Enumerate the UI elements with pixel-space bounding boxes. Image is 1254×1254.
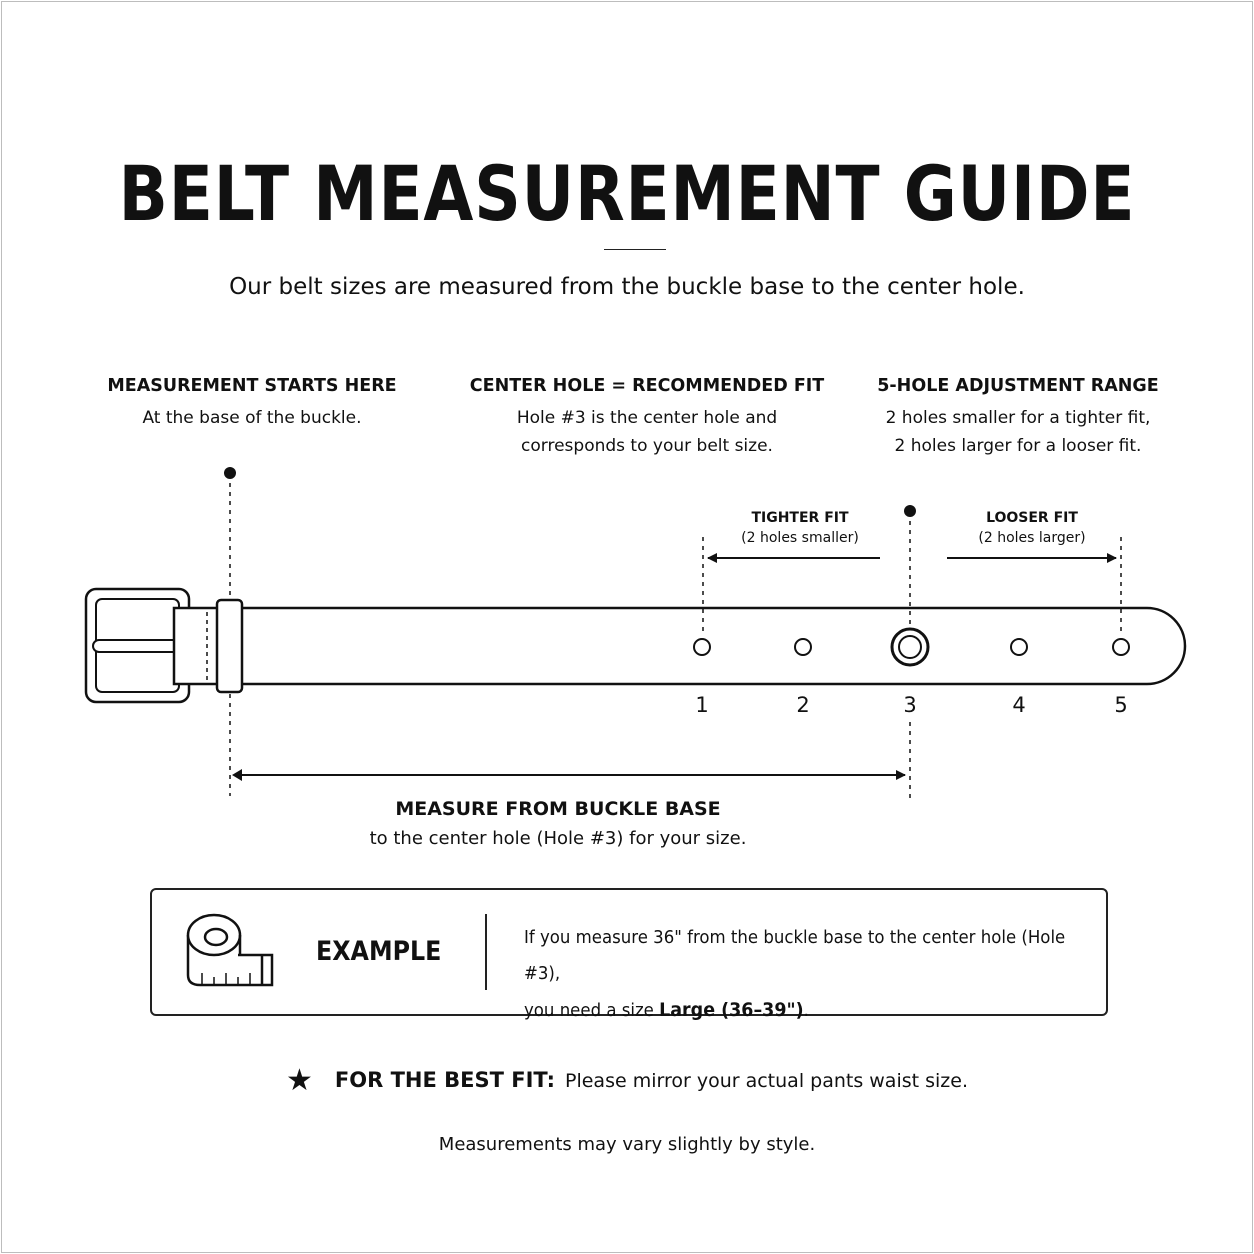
column-text: corresponds to your belt size. bbox=[521, 436, 773, 456]
looser-fit-subtext: (2 holes larger) bbox=[978, 530, 1086, 546]
belt-hole-4 bbox=[1011, 639, 1027, 655]
hole-number-5: 5 bbox=[1114, 693, 1128, 717]
page-title: BELT MEASUREMENT GUIDE bbox=[118, 149, 1136, 238]
column-heading: MEASUREMENT STARTS HERE bbox=[107, 376, 397, 396]
belt-hole-5 bbox=[1113, 639, 1129, 655]
tighter-fit-label bbox=[720, 508, 880, 548]
tighter-fit-subtext: (2 holes smaller) bbox=[741, 530, 859, 546]
example-size-highlight: Large (36–39") bbox=[659, 999, 804, 1021]
example-label: EXAMPLE bbox=[316, 936, 442, 967]
best-fit-text: Please mirror your actual pants waist size. bbox=[565, 1070, 968, 1092]
hole-number-4: 4 bbox=[1012, 693, 1026, 717]
example-text-line2 bbox=[524, 992, 1067, 1029]
best-fit-note bbox=[0, 1064, 1254, 1097]
page-subtitle: Our belt sizes are measured from the buckle base to the center hole. bbox=[229, 274, 1025, 300]
star-icon: ★ bbox=[286, 1063, 313, 1098]
belt-hole-1 bbox=[694, 639, 710, 655]
center-marker-dot bbox=[904, 505, 916, 517]
hole-number-3: 3 bbox=[903, 693, 917, 717]
looser-fit-label bbox=[952, 508, 1112, 548]
belt-hole-3 bbox=[892, 629, 928, 665]
example-text bbox=[524, 920, 1067, 1029]
footnote: Measurements may vary slightly by style. bbox=[438, 1134, 816, 1155]
looser-fit-heading: LOOSER FIT bbox=[986, 510, 1078, 526]
belt-keeper bbox=[217, 600, 242, 692]
start-marker-dot bbox=[224, 467, 236, 479]
example-divider bbox=[485, 914, 487, 990]
hole-number-1: 1 bbox=[695, 693, 709, 717]
column-heading: 5-HOLE ADJUSTMENT RANGE bbox=[877, 376, 1159, 396]
column-text: Hole #3 is the center hole and bbox=[516, 408, 778, 428]
column-heading: CENTER HOLE = RECOMMENDED FIT bbox=[469, 376, 825, 396]
example-text-prefix: you need a size bbox=[524, 1000, 660, 1021]
example-text-line1: If you measure 36" from the buckle base to the center hole (Hole #3), bbox=[524, 927, 1066, 984]
best-fit-label: FOR THE BEST FIT: bbox=[334, 1068, 555, 1092]
column-text: 2 holes larger for a looser fit. bbox=[894, 436, 1142, 456]
belt-hole-2 bbox=[795, 639, 811, 655]
hole-number-2: 2 bbox=[796, 693, 810, 717]
column-text: At the base of the buckle. bbox=[142, 408, 362, 428]
measure-heading: MEASURE FROM BUCKLE BASE bbox=[395, 798, 721, 820]
belt-strap bbox=[174, 608, 1185, 684]
column-text: 2 holes smaller for a tighter fit, bbox=[885, 408, 1151, 428]
tighter-fit-heading: TIGHTER FIT bbox=[751, 510, 849, 526]
measure-text: to the center hole (Hole #3) for your size. bbox=[369, 828, 747, 849]
example-text-suffix: . bbox=[803, 1000, 809, 1021]
